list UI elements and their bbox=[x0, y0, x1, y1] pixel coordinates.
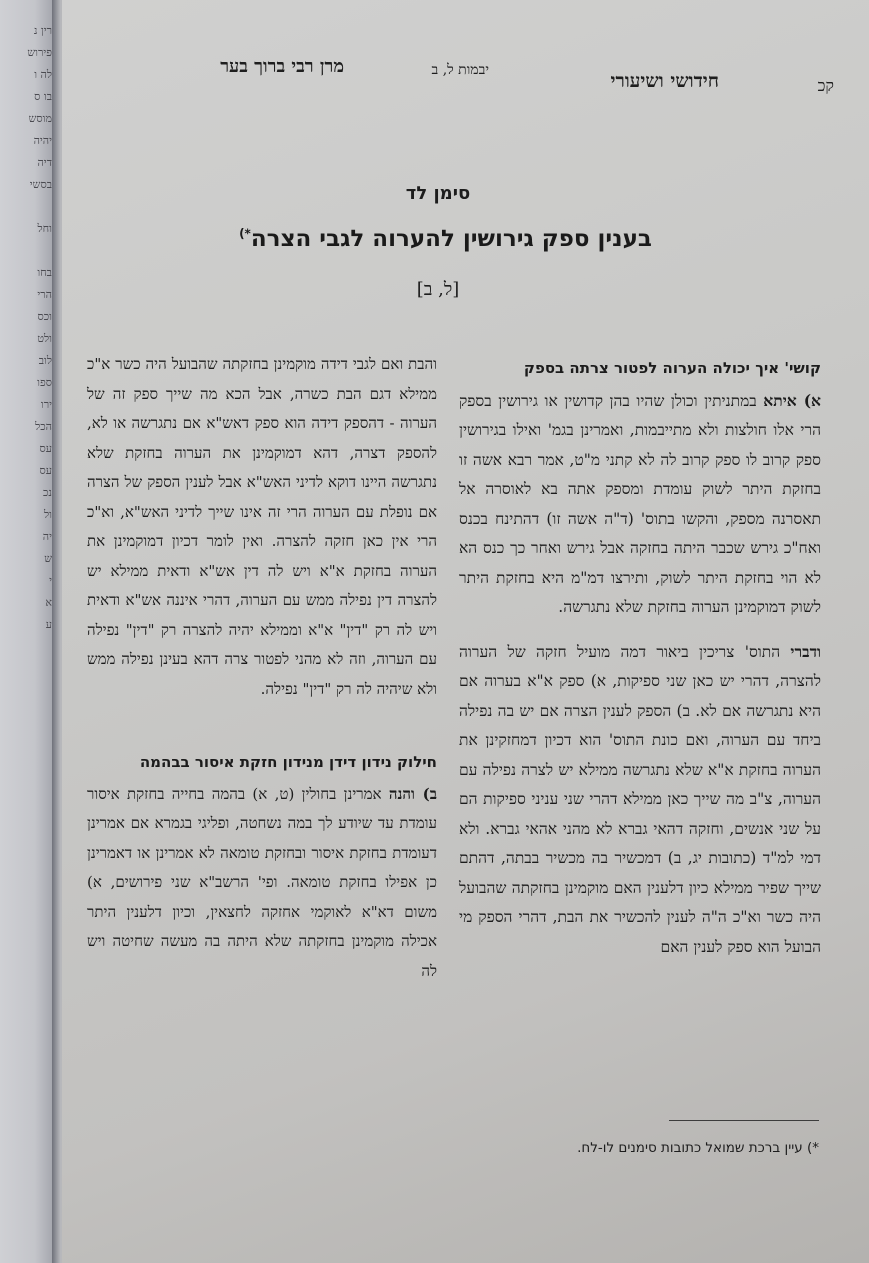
facing-page-line: וחל bbox=[37, 222, 52, 235]
facing-page-line: יה bbox=[42, 530, 52, 543]
paragraph bbox=[87, 780, 437, 987]
facing-page-line: עס bbox=[39, 464, 52, 477]
footnote-mark: *) bbox=[239, 226, 251, 241]
right-column bbox=[459, 354, 821, 976]
facing-page-line: לוב bbox=[38, 354, 52, 367]
facing-page-line: בחו bbox=[37, 266, 52, 279]
facing-page-line: א bbox=[45, 596, 52, 609]
facing-page-line: ספו bbox=[37, 376, 52, 389]
paragraph-lead: א) איתא bbox=[763, 390, 822, 410]
facing-page-text bbox=[8, 20, 52, 636]
paragraph-text: והבת ואם לגבי דידה מוקמינן בחזקתה שהבועל היה כשר א"כ ממילא דגם הבת כשרה, אבל הכא מה שייך ספק זה של הערוה - דהספק דידה הוא ספק דאש"א אם נתגרשה או לא, להספק דצרה, דהא דמוקמינן את הערוה בחזקת שלא נתגרשה היינו דוקא לדיני האש"א אבל לענין הספק של הצרה אם נופלת עם הערוה הרי זה אינו שייך לדיני האש"א, וא"כ הרי אין כאן חזקה להצרה. ואין לומר דכיון דמוקמינן את הערוה בחזקת א"א ויש לה דין אש"א ודאית ממילא יש להצרה דין נפילה ממש עם הערוה, דהרי איננה אש"א ודאית ויש לה רק "דין" א"א וממילא יהיה להצרה רק "דין" נפילה עם הערוה, וזה לא מהני לפטור צרה דהא בעינן נפילה ממש ולא שיהיה לה רק "דין" נפילה. bbox=[87, 355, 437, 698]
section-subhead: קושי' איך יכולה הערוה לפטור צרתה בספק bbox=[523, 359, 821, 377]
facing-page-line: רין נ bbox=[33, 24, 52, 37]
facing-page-line: ש bbox=[44, 552, 52, 565]
facing-page-line: הרי bbox=[37, 288, 52, 301]
facing-page-line: י bbox=[49, 574, 52, 587]
paragraph bbox=[87, 350, 437, 704]
facing-page-line: יהיה bbox=[33, 134, 52, 147]
left-column bbox=[87, 350, 437, 1000]
paragraph-lead: ב) והנה bbox=[388, 784, 437, 803]
book-title: חידושי ושיעורי bbox=[610, 70, 719, 92]
facing-page-line: בסשי bbox=[29, 178, 52, 191]
facing-page-line: מוסש bbox=[28, 112, 52, 125]
paragraph-text: התוס' צריכין ביאור דמה מועיל חזקה של הערוה להצרה, דהרי יש כאן שני ספיקות, א) ספק א"א בערוה אם היא נתגרשה אם לא. ב) הספק לענין הצרה אם יש בה נפילה ביחד עם הערוה, ואם כונת התוס' הוא דכיון דמחזקינן את הערוה בחזקת א"א שלא נתגרשה ממילא יש לצרה נפילה עם הערוה, צ"ב מה שייך כאן ממילא דהרי שני עניני ספיקות הם על שני אנשים, וחזקה דהאי גברא לא מהני אהאי גברא. ולא דמי למ"ד (כתובות יג, ב) דמכשיר בה מכשיר בבתה, דהתם שייך שפיר ממילא כיון דלענין האם מוקמינן בחזקתה שהבועל היה כשר וא"כ ה"ה לענין להכשיר את הבת, דהרי הספק מי הבועל הוא ספק לענין האם bbox=[459, 642, 821, 956]
spacer bbox=[87, 718, 437, 748]
facing-page-line: בו ס bbox=[34, 90, 52, 103]
daf-reference: [ל, ב] bbox=[416, 279, 460, 300]
footnote-divider bbox=[669, 1120, 819, 1121]
facing-page-line: דיה bbox=[37, 156, 52, 169]
facing-page-line: עס bbox=[39, 442, 52, 455]
facing-page-line: פירוש bbox=[27, 46, 52, 59]
paragraph bbox=[459, 386, 821, 623]
facing-page-line: ול bbox=[44, 508, 52, 521]
book-page bbox=[62, 0, 869, 1263]
chapter-title bbox=[22, 226, 869, 252]
facing-page-line: וכס bbox=[37, 310, 52, 323]
tractate-reference: יבמות ל, ב bbox=[431, 62, 489, 78]
facing-page-line: ירו bbox=[40, 398, 52, 411]
paragraph-text: במתניתין וכולן שהיו בהן קדושין או גירושין בספק הרי אלו חולצות ולא מתייבמות, ואמרינן בגמ' ואילו בגירושין ספק קרוב לו ספק קרוב לה לא קתני מ"ט, אמר רבא אשה זו בחזקת היתר לשוק עומדת ומספק אתה בא לאוסרה אל תאסרנה מספק, והקשו בתוס' (ד"ה אשה זו) דהתינח בכנס ואח"כ גירש שכבר היתה בחזקה אבל גירש ואחר כך כנס הא לא הוי בחזקת היתר לשוק, ותירצו דמ"מ היא בחזקת היתר לשוק דמוקמינן הערוה בחזקת שלא נתגרשה. bbox=[459, 391, 821, 616]
running-head bbox=[62, 52, 869, 95]
facing-page-line: ולט bbox=[37, 332, 52, 345]
author-name: מרן רבי ברוך בער bbox=[220, 56, 344, 77]
paragraph-text: אמרינן בחולין (ט, א) בהמה בחייה בחזקת איסור עומדת עד שיודע לך במה נשחטה, ופליגי בגמרא אם אמרינן דעומדת בחזקת איסור ובחזקת טומאה לא אמרינן או דאמרינן כן אפילו בחזקת טומאה. ופי' הרשב"א שני פירושים, א) משום דא"א לאוקמי אחזקה לחצאין, וכיון דלענין היתר אכילה מוקמינן בחזקתה שלא היתה בה מעשה שחיטה ויש לה bbox=[87, 784, 437, 980]
facing-page-line: נכ bbox=[43, 486, 52, 499]
chapter-title-text: בענין ספק גירושין להערוה לגבי הצרה bbox=[250, 226, 652, 252]
facing-page-line: הכל bbox=[35, 420, 52, 433]
page-number: קכ bbox=[817, 76, 834, 95]
paragraph-lead: ודברי bbox=[790, 641, 821, 661]
facing-page-line: ע bbox=[45, 618, 52, 631]
paragraph bbox=[459, 637, 821, 963]
siman-number: סימן לד bbox=[405, 183, 471, 204]
facing-page-line: לה ו bbox=[34, 68, 52, 81]
footnote: *) עיין ברכת שמואל כתובות סימנים לו-לח. bbox=[577, 1140, 819, 1156]
section-subhead: חילוק נידון דידן מנידון חזקת איסור בבהמה bbox=[139, 753, 437, 771]
